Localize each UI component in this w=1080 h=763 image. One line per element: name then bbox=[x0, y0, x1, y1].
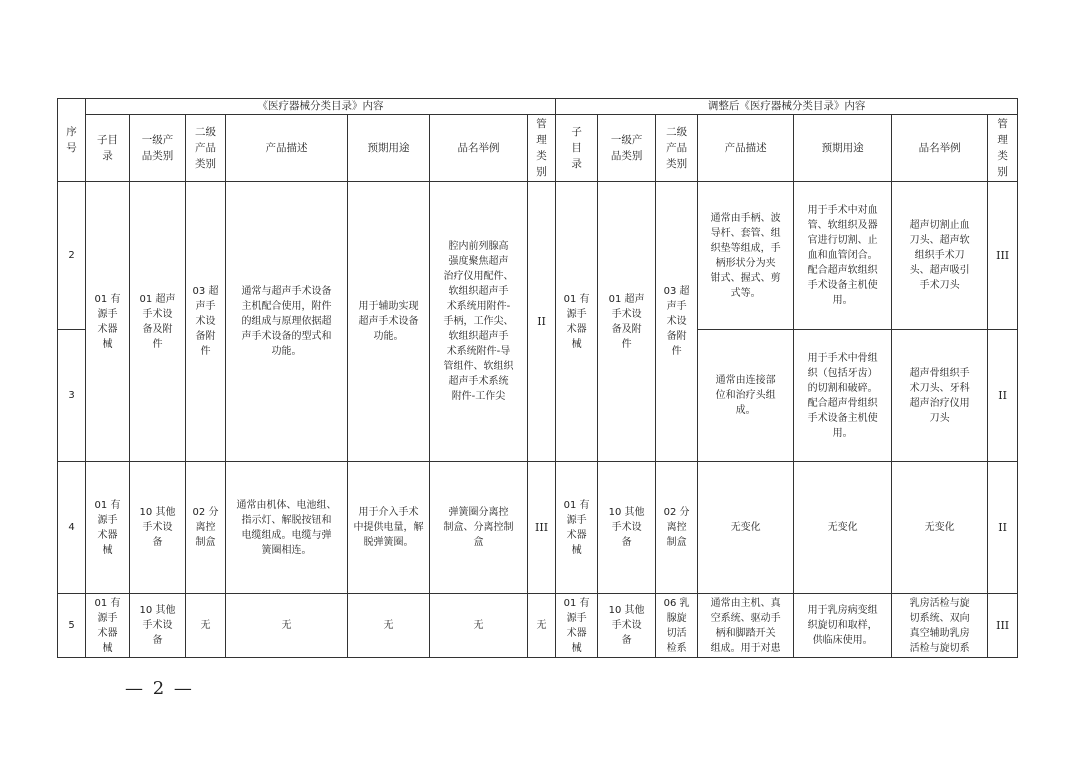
col-header-desc-after: 产品描述 bbox=[698, 115, 794, 182]
sub-catalog-cell: 01 有 源手 术器 械 bbox=[86, 594, 130, 658]
col-header-sub: 子目 录 bbox=[86, 115, 130, 182]
level2-category-cell: 02 分 离控 制盒 bbox=[186, 462, 226, 594]
intended-use-after-cell: 用于手术中对血 管、软组织及器 官进行切割、止 血和血管闭合。 配合超声软组织 手术设备主机使 用。 bbox=[794, 182, 892, 330]
col-header-cat2-after: 二级 产品 类别 bbox=[656, 115, 698, 182]
intended-use-after-cell: 用于手术中骨组 织（包括牙齿） 的切割和破碎。 配合超声骨组织 手术设备主机使 用。 bbox=[794, 330, 892, 462]
col-header-example-after: 品名举例 bbox=[892, 115, 988, 182]
level1-category-cell: 10 其他 手术设 备 bbox=[130, 462, 186, 594]
column-header-row bbox=[58, 115, 1018, 182]
col-header-use: 预期用途 bbox=[348, 115, 430, 182]
product-description-cell: 通常与超声手术设备 主机配合使用，附件 的组成与原理依据超 声手术设备的型式和 功能。 bbox=[226, 182, 348, 462]
page-number: — 2 — bbox=[125, 678, 194, 699]
col-header-desc: 产品描述 bbox=[226, 115, 348, 182]
table-row bbox=[58, 182, 1018, 330]
col-header-mgmt-after: 管 理 类 别 bbox=[988, 115, 1018, 182]
sub-catalog-after-cell: 01 有 源手 术器 械 bbox=[556, 594, 598, 658]
level1-category-cell: 10 其他 手术设 备 bbox=[130, 594, 186, 658]
product-description-cell: 无 bbox=[226, 594, 348, 658]
level1-category-cell: 01 超声 手术设 备及附 件 bbox=[130, 182, 186, 462]
product-description-after-cell: 通常由手柄、波 导杆、套管、组 织垫等组成，手 柄形状分为夹 钳式、握式、剪 式等。 bbox=[698, 182, 794, 330]
intended-use-cell: 用于介入手术 中提供电量，解 脱弹簧圈。 bbox=[348, 462, 430, 594]
col-header-use-after: 预期用途 bbox=[794, 115, 892, 182]
level1-category-after-cell: 10 其他 手术设 备 bbox=[598, 594, 656, 658]
product-description-after-cell: 通常由主机、真 空系统、驱动手 柄和脚踏开关 组成。用于对患 bbox=[698, 594, 794, 658]
level2-category-after-cell: 06 乳 腺旋 切活 检系 bbox=[656, 594, 698, 658]
row-seq-cell: 2 bbox=[58, 182, 86, 330]
level2-category-cell: 03 超 声手 术设 备附 件 bbox=[186, 182, 226, 462]
intended-use-cell: 无 bbox=[348, 594, 430, 658]
level2-category-after-cell: 02 分 离控 制盒 bbox=[656, 462, 698, 594]
sub-catalog-cell: 01 有 源手 术器 械 bbox=[86, 462, 130, 594]
classification-table bbox=[57, 98, 1018, 658]
management-class-after-cell: III bbox=[988, 182, 1018, 330]
product-examples-after-cell: 乳房活检与旋 切系统、双向 真空辅助乳房 活检与旋切系 bbox=[892, 594, 988, 658]
sub-catalog-after-cell: 01 有 源手 术器 械 bbox=[556, 462, 598, 594]
section-header-after: 调整后《医疗器械分类目录》内容 bbox=[556, 99, 1018, 115]
product-description-cell: 通常由机体、电池组、 指示灯、解脱按钮和 电缆组成。电缆与弹 簧圈相连。 bbox=[226, 462, 348, 594]
product-examples-cell: 弹簧圈分离控 制盒、分离控制 盒 bbox=[430, 462, 528, 594]
management-class-after-cell: III bbox=[988, 594, 1018, 658]
intended-use-after-cell: 用于乳房病变组 织旋切和取样， 供临床使用。 bbox=[794, 594, 892, 658]
product-examples-after-cell: 超声骨组织手 术刀头、牙科 超声治疗仪用 刀头 bbox=[892, 330, 988, 462]
level2-category-after-cell: 03 超 声手 术设 备附 件 bbox=[656, 182, 698, 462]
col-header-sub-after: 子 目 录 bbox=[556, 115, 598, 182]
product-examples-cell: 腔内前列腺高 强度聚焦超声 治疗仪用配件、 软组织超声手 术系统用附件- 手柄，工作尖、 软组织超声手 术系统附件-导 管组件、软组织 超声手术系统 附件-工作尖 bbox=[430, 182, 528, 462]
col-header-seq: 序 号 bbox=[58, 99, 86, 182]
level2-category-cell: 无 bbox=[186, 594, 226, 658]
section-header-row bbox=[58, 99, 1018, 115]
management-class-after-cell: II bbox=[988, 462, 1018, 594]
product-examples-cell: 无 bbox=[430, 594, 528, 658]
management-class-cell: 无 bbox=[528, 594, 556, 658]
product-description-after-cell: 通常由连接部 位和治疗头组 成。 bbox=[698, 330, 794, 462]
management-class-cell: III bbox=[528, 462, 556, 594]
intended-use-after-cell: 无变化 bbox=[794, 462, 892, 594]
col-header-cat2: 二级 产品 类别 bbox=[186, 115, 226, 182]
management-class-cell: II bbox=[528, 182, 556, 462]
intended-use-cell: 用于辅助实现 超声手术设备 功能。 bbox=[348, 182, 430, 462]
level1-category-after-cell: 10 其他 手术设 备 bbox=[598, 462, 656, 594]
level1-category-after-cell: 01 超声 手术设 备及附 件 bbox=[598, 182, 656, 462]
row-seq-cell: 4 bbox=[58, 462, 86, 594]
row-seq-cell: 3 bbox=[58, 330, 86, 462]
management-class-after-cell: II bbox=[988, 330, 1018, 462]
section-header-before: 《医疗器械分类目录》内容 bbox=[86, 99, 556, 115]
product-examples-after-cell: 无变化 bbox=[892, 462, 988, 594]
row-seq-cell: 5 bbox=[58, 594, 86, 658]
sub-catalog-after-cell: 01 有 源手 术器 械 bbox=[556, 182, 598, 462]
col-header-mgmt: 管 理 类 别 bbox=[528, 115, 556, 182]
product-examples-after-cell: 超声切割止血 刀头、超声软 组织手术刀 头、超声吸引 手术刀头 bbox=[892, 182, 988, 330]
col-header-example: 品名举例 bbox=[430, 115, 528, 182]
sub-catalog-cell: 01 有 源手 术器 械 bbox=[86, 182, 130, 462]
col-header-cat1: 一级产 品类别 bbox=[130, 115, 186, 182]
table-row bbox=[58, 594, 1018, 658]
col-header-cat1-after: 一级产 品类别 bbox=[598, 115, 656, 182]
product-description-after-cell: 无变化 bbox=[698, 462, 794, 594]
table-row bbox=[58, 462, 1018, 594]
